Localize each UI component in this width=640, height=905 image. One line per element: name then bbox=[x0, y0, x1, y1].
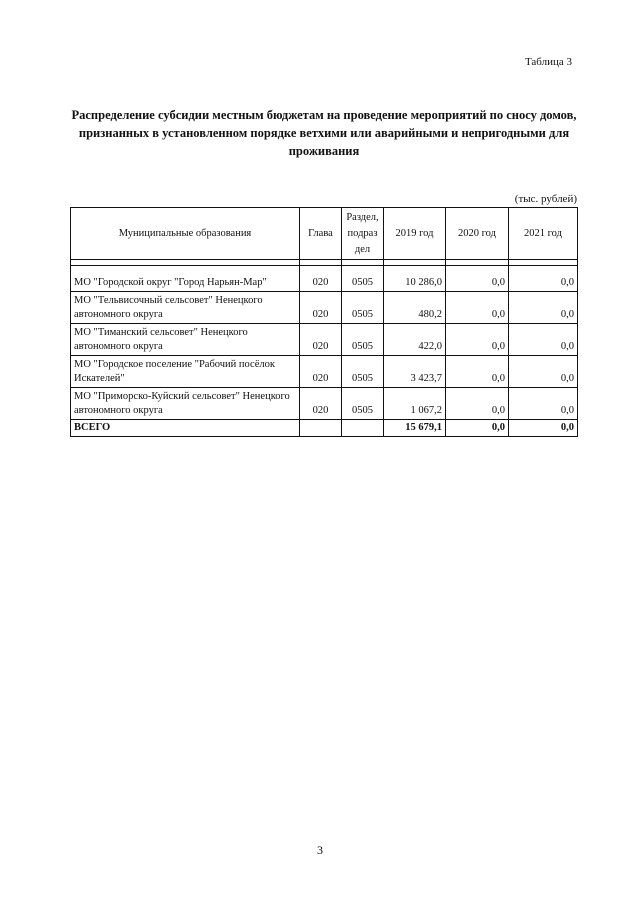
value-2020: 0,0 bbox=[446, 356, 509, 388]
total-2020: 0,0 bbox=[446, 420, 509, 437]
chapter-code: 020 bbox=[300, 292, 342, 324]
units-label: (тыс. рублей) bbox=[514, 193, 577, 205]
section-code: 0505 bbox=[342, 266, 384, 292]
municipality-name: МО "Тельвисочный сельсовет" Ненецкого автономного округа bbox=[71, 292, 300, 324]
value-2019: 1 067,2 bbox=[384, 388, 446, 420]
value-2020: 0,0 bbox=[446, 388, 509, 420]
value-2021: 0,0 bbox=[509, 292, 578, 324]
value-2021: 0,0 bbox=[509, 266, 578, 292]
subsidy-table bbox=[70, 207, 578, 437]
value-2021: 0,0 bbox=[509, 388, 578, 420]
column-header-section: Раздел, подраз дел bbox=[342, 208, 384, 260]
total-chapter-empty bbox=[300, 420, 342, 437]
column-header-2021: 2021 год bbox=[509, 208, 578, 260]
table-row bbox=[71, 324, 578, 356]
page-number: 3 bbox=[317, 843, 323, 857]
table-row bbox=[71, 388, 578, 420]
municipality-name: МО "Городское поселение "Рабочий посёлок Искателей" bbox=[71, 356, 300, 388]
section-code: 0505 bbox=[342, 356, 384, 388]
column-header-2020: 2020 год bbox=[446, 208, 509, 260]
municipality-name: МО "Городской округ "Город Нарьян-Мар" bbox=[71, 266, 300, 292]
total-row bbox=[71, 420, 578, 437]
value-2019: 10 286,0 bbox=[384, 266, 446, 292]
document-title: Распределение субсидии местным бюджетам на проведение мероприятий по сносу домов, признанных в установленном порядке ветхими или аварийными и непригодными для проживания bbox=[71, 108, 577, 158]
value-2021: 0,0 bbox=[509, 324, 578, 356]
table-header-row bbox=[71, 208, 578, 260]
column-header-municipality: Муниципальные образования bbox=[71, 208, 300, 260]
value-2019: 3 423,7 bbox=[384, 356, 446, 388]
chapter-code: 020 bbox=[300, 356, 342, 388]
table-label: Таблица 3 bbox=[524, 56, 572, 68]
table-row bbox=[71, 356, 578, 388]
total-section-empty bbox=[342, 420, 384, 437]
table-row bbox=[71, 266, 578, 292]
column-header-2019: 2019 год bbox=[384, 208, 446, 260]
section-code: 0505 bbox=[342, 292, 384, 324]
total-2019: 15 679,1 bbox=[384, 420, 446, 437]
chapter-code: 020 bbox=[300, 266, 342, 292]
value-2019: 422,0 bbox=[384, 324, 446, 356]
table-row bbox=[71, 292, 578, 324]
section-code: 0505 bbox=[342, 388, 384, 420]
chapter-code: 020 bbox=[300, 388, 342, 420]
value-2020: 0,0 bbox=[446, 266, 509, 292]
municipality-name: МО "Тиманский сельсовет" Ненецкого автономного округа bbox=[71, 324, 300, 356]
municipality-name: МО "Приморско-Куйский сельсовет" Ненецкого автономного округа bbox=[71, 388, 300, 420]
value-2020: 0,0 bbox=[446, 324, 509, 356]
value-2021: 0,0 bbox=[509, 356, 578, 388]
column-header-chapter: Глава bbox=[300, 208, 342, 260]
chapter-code: 020 bbox=[300, 324, 342, 356]
value-2020: 0,0 bbox=[446, 292, 509, 324]
total-2021: 0,0 bbox=[509, 420, 578, 437]
value-2019: 480,2 bbox=[384, 292, 446, 324]
section-code: 0505 bbox=[342, 324, 384, 356]
total-label: ВСЕГО bbox=[71, 420, 300, 437]
